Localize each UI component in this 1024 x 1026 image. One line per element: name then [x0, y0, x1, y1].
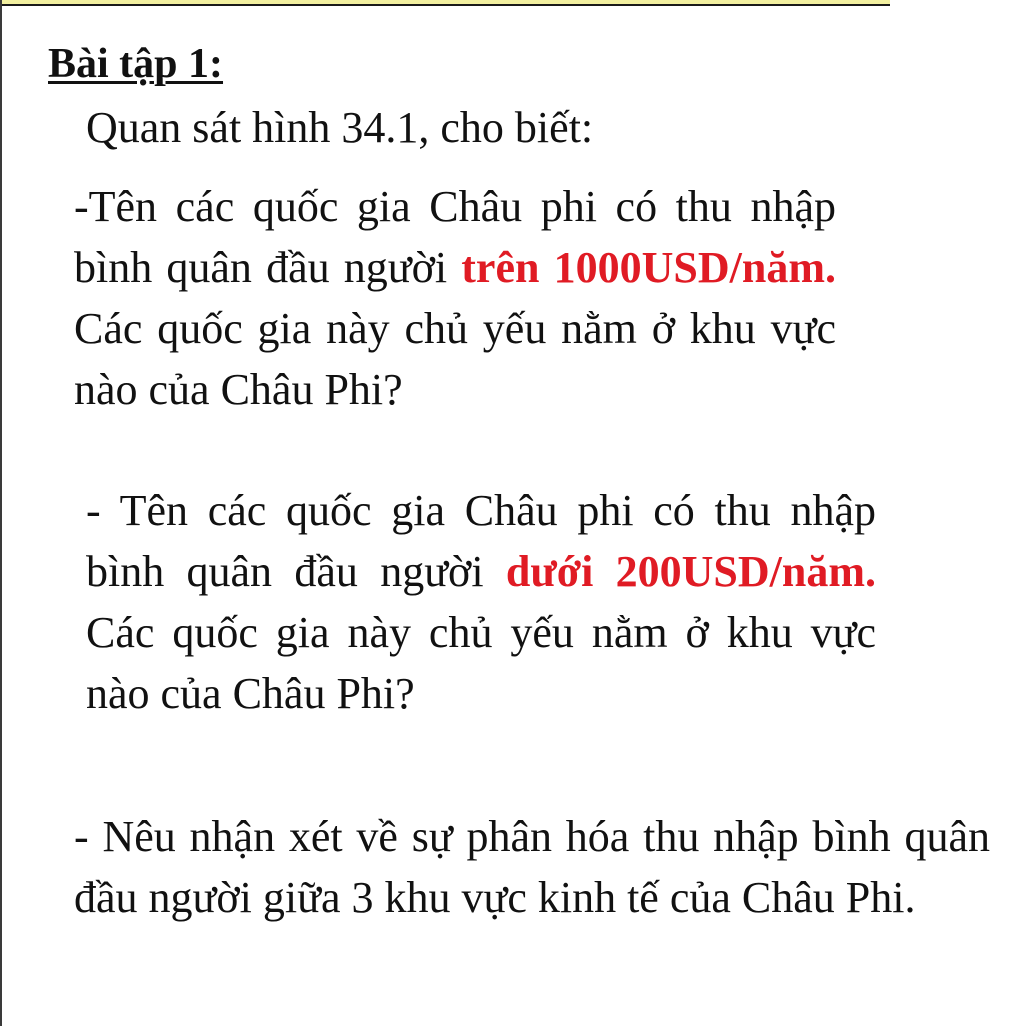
question-2-text-after: Các quốc gia này chủ yếu nằm ở khu vực nào của Châu Phi?: [86, 608, 876, 718]
question-2-text-before: - Tên các quốc gia Châu phi có thu nhập bình quân đầu người: [86, 486, 876, 596]
question-1-text-before: -Tên các quốc gia Châu phi có thu nhập bình quân đầu người: [74, 182, 836, 292]
exercise-title: Bài tập 1:: [48, 41, 224, 87]
top-frame-border: [0, 0, 890, 6]
question-2-highlight: dưới 200USD/năm.: [505, 547, 876, 596]
exercise-intro: Quan sát hình 34.1, cho biết:: [86, 103, 594, 152]
left-edge-border: [0, 0, 2, 1026]
question-2: [86, 480, 876, 724]
question-3-text: - Nêu nhận xét về sự phân hóa thu nhập bình quân đầu người giữa 3 khu vực kinh tế của Châu Phi.: [74, 812, 990, 922]
question-1-text-after: Các quốc gia này chủ yếu nằm ở khu vực nào của Châu Phi?: [74, 304, 836, 414]
question-1-highlight: trên 1000USD/năm.: [461, 243, 836, 292]
question-1: [74, 176, 836, 420]
question-3: [74, 806, 990, 928]
